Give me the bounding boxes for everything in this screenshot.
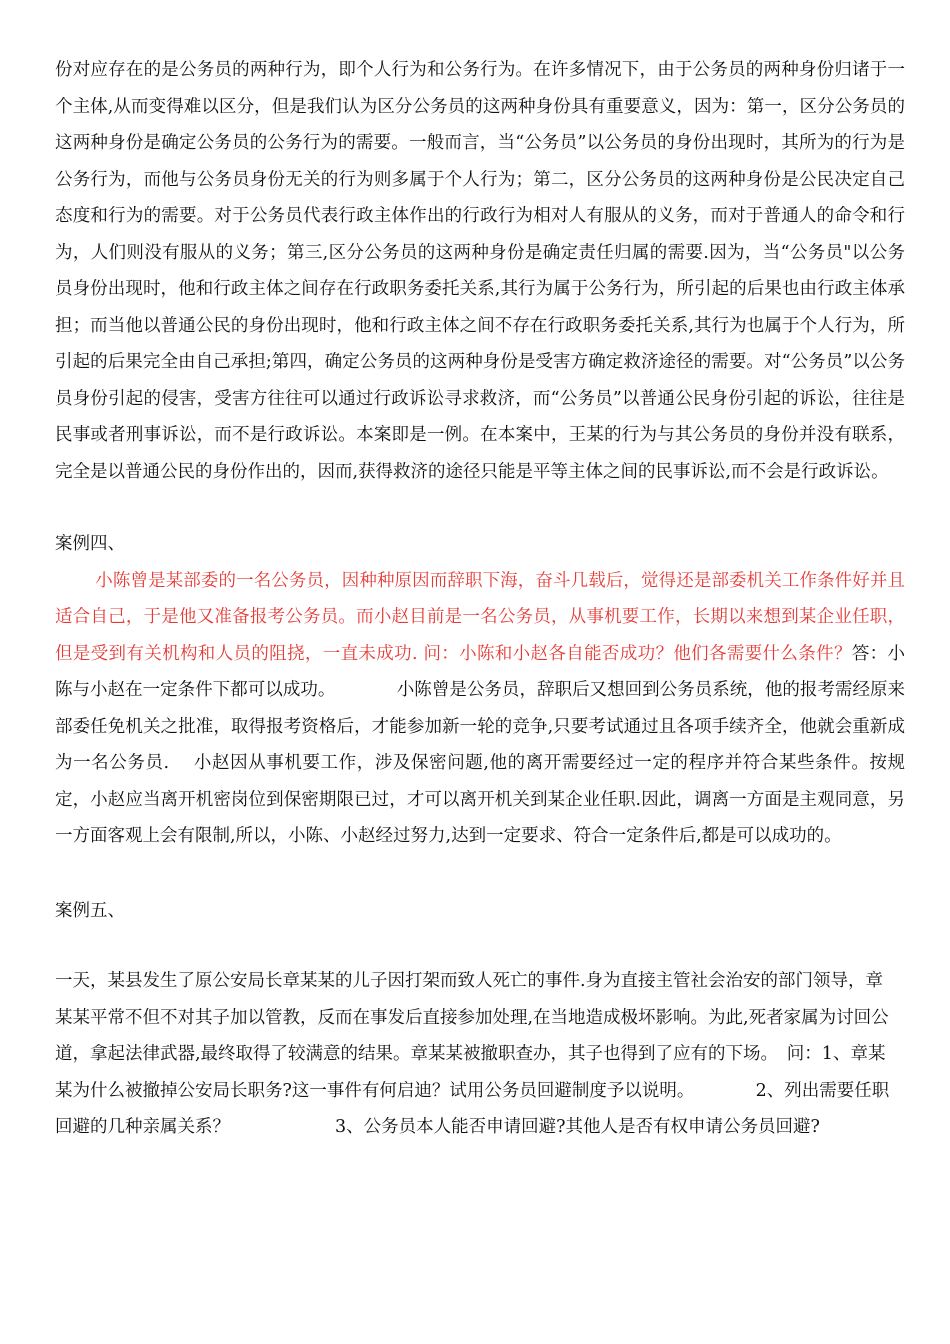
spacer [55, 855, 905, 893]
paragraph-continued: 份对应存在的是公务员的两种行为，即个人行为和公务行为。在许多情况下，由于公务员的两种身份归诸于一个主体,从而变得难以区分，但是我们认为区分公务员的这两种身份具有重要意义，因为：第一，区分公务员的这两种身份是确定公务员的公务行为的需要。一般而言，当“公务员”以公务员的身份出现时，其所为的行为是公务行为，而他与公务员身份无关的行为则多属于个人行为；第二，区分公务员的这两种身份是公民决定自己态度和行为的需要。对于公务员代表行政主体作出的行政行为相对人有服从的义务，而对于普通人的命令和行为，人们则没有服从的义务；第三,区分公务员的这两种身份是确定责任归属的需要.因为，当“公务员"以公务员身份出现时，他和行政主体之间存在行政职务委托关系,其行为属于公务行为，所引起的后果也由行政主体承担；而当他以普通公民的身份出现时，他和行政主体之间不存在行政职务委托关系,其行为也属于个人行为，所引起的后果完全由自己承担;第四，确定公务员的这两种身份是受害方确定救济途径的需要。对“公务员”以公务员身份引起的侵害，受害方往往可以通过行政诉讼寻求救济，而“公务员”以普通公民身份引起的诉讼，往往是民事或者刑事诉讼，而不是行政诉讼。本案即是一例。在本案中，王某的行为与其公务员的身份并没有联系，完全是以普通公民的身份作出的，因而,获得救济的途径只能是平等主体之间的民事诉讼,而不会是行政诉讼。 [55, 60, 905, 482]
case4-paragraph [55, 563, 905, 855]
case4-answer: 答：小陈与小赵在一定条件下都可以成功。 小陈曾是公务员，辞职后又想回到公务员系统，他的报考需经原来部委任免机关之批准，取得报考资格后，才能参加新一轮的竞争,只要考试通过且各项手续齐全，他就会重新成为一名公务员. 小赵因从事机要工作，涉及保密问题,他的离开需要经过一定的程序并符合某些条件。按规定，小赵应当离开机密岗位到保密期限已过，才可以离开机关到某企业任职.因此，调离一方面是主观同意，另一方面客观上会有限制,所以，小陈、小赵经过努力,达到一定要求、符合一定条件后,都是可以成功的。 [55, 643, 906, 846]
spacer [55, 490, 905, 526]
case5-heading: 案例五、 [55, 900, 125, 921]
document-page [55, 52, 905, 1146]
case5-paragraph: 一天，某县发生了原公安局长章某某的儿子因打架而致人死亡的事件.身为直接主管社会治安的部门领导，章某某平常不但不对其子加以管教，反而在事发后直接参加处理,在当地造成极坏影响。为此,死者家属为讨回公道，拿起法律武器,最终取得了较满意的结果。章某某被撤职查办，其子也得到了应有的下场。 问：1、章某某为什么被撤掉公安局长职务?这一事件有何启迪？试用公务员回避制度予以说明。 2、列出需要任职回避的几种亲属关系？ 3、公务员本人能否申请回避?其他人是否有权申请公务员回避? [55, 971, 890, 1137]
spacer [55, 929, 905, 963]
case4-heading: 案例四、 [55, 534, 125, 554]
case4-question: 小陈曾是某部委的一名公务员，因种种原因而辞职下海，奋斗几载后，觉得还是部委机关工作条件好并且适合自己，于是他又准备报考公务员。而小赵目前是一名公务员，从事机要工作，长期以来想到某企业任职，但是受到有关机构和人员的阻挠，一直未成功. 问：小陈和小赵各自能否成功？他们各需要什么条件？ [55, 570, 905, 664]
